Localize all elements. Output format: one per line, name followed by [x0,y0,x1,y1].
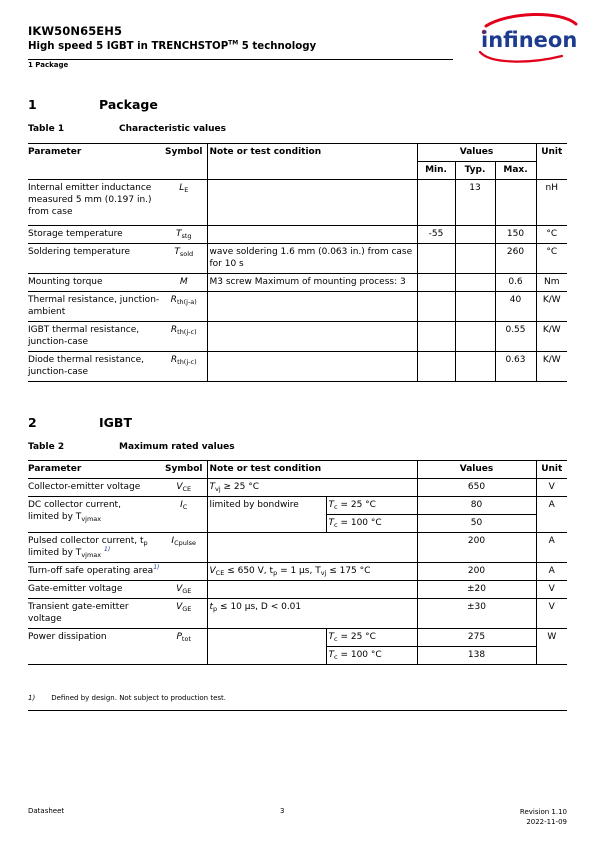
footnote-rule [28,710,567,711]
row-unit: A [536,533,567,563]
row-condition: wave soldering 1.6 mm (0.063 in.) from case for 10 s [207,244,417,274]
row-symbol: $V_{CE}$ [176,482,192,493]
row-symbol: $R_{th(j-c)}$ [170,355,197,366]
row-condition [207,629,326,665]
table-row [28,629,567,647]
table-1-label: Table 1 [28,124,65,134]
col-header-condition: Note or test condition [207,144,417,180]
col-header-symbol: Symbol [161,144,207,180]
row-max: 0.6 [495,274,536,292]
table-2-header-row [28,461,567,479]
row-symbol: $L_E$ [179,183,189,194]
row-min [417,180,455,226]
row-condition [207,226,417,244]
row-min [417,352,455,382]
section-1-number: 1 [28,97,37,112]
row-min [417,274,455,292]
row-subcondition: $T_c = 100$ °C [326,647,417,665]
table-row [28,581,567,599]
row-parameter: Collector-emitter voltage [28,482,141,492]
row-symbol: $T_{sold}$ [174,247,194,258]
table-2-label: Table 2 [28,442,65,452]
row-unit: W [536,629,567,665]
row-parameter: Storage temperature [28,229,123,239]
row-condition [207,581,417,599]
row-value: ±20 [417,581,536,599]
table-row [28,226,567,244]
row-condition [207,292,417,322]
row-parameter: Pulsed collector current, $t_p$ limited by $T_{vjmax}$ $^{1)}$ [28,536,148,559]
row-value: 650 [417,479,536,497]
table-1-header-row [28,144,567,162]
row-unit: nH [536,180,567,226]
breadcrumb: 1 Package [28,61,69,69]
row-value: ±30 [417,599,536,629]
row-unit: °C [536,226,567,244]
row-min [417,322,455,352]
row-condition: $T_{vj} \ge 25$ °C [207,479,417,497]
row-symbol: M [179,277,188,287]
row-parameter: Transient gate-emitter voltage [28,602,129,624]
row-unit: Nm [536,274,567,292]
col-header-max: Max. [495,162,536,180]
row-symbol: $V_{GE}$ [176,584,192,595]
row-parameter: Turn-off safe operating area$^{1)}$ [28,564,160,576]
logo-wordmark: infineon [481,28,578,52]
header-rule [28,59,453,60]
row-unit: K/W [536,352,567,382]
row-unit: V [536,599,567,629]
row-typ [455,244,495,274]
section-2-number: 2 [28,415,37,430]
row-parameter: Thermal resistance, junction-ambient [28,295,160,317]
row-typ [455,352,495,382]
row-max: 260 [495,244,536,274]
row-unit: V [536,479,567,497]
row-parameter: IGBT thermal resistance, junction-case [28,325,140,347]
col-header-condition: Note or test condition [207,461,417,479]
row-parameter: Diode thermal resistance, junction-case [28,355,145,377]
row-symbol [161,563,207,581]
row-typ [455,292,495,322]
row-value: 50 [417,515,536,533]
table-row [28,497,567,515]
row-typ [455,274,495,292]
footer-revision: Revision 1.10 2022-11-09 [519,808,567,826]
table-row [28,292,567,322]
row-value: 138 [417,647,536,665]
row-typ [455,226,495,244]
row-value: 80 [417,497,536,515]
row-typ: 13 [455,180,495,226]
table-2-title: Maximum rated values [119,442,235,452]
row-symbol: $R_{th(j-c)}$ [170,325,197,336]
col-header-symbol: Symbol [165,464,203,474]
table-row [28,479,567,497]
row-unit: A [536,563,567,581]
footer-page-number: 3 [280,807,285,815]
row-min [417,292,455,322]
row-value: 200 [417,563,536,581]
table-row [28,352,567,382]
row-condition: $t_p \le 10$ µs, D < 0.01 [207,599,417,629]
document-subtitle: High speed 5 IGBT in TRENCHSTOP™ 5 technology [28,39,317,52]
row-min [417,244,455,274]
row-unit: K/W [536,292,567,322]
section-2-title: IGBT [99,415,132,430]
row-subcondition: $T_c = 25$ °C [326,629,417,647]
col-header-values: Values [417,144,536,162]
table-row [28,599,567,629]
section-1-title: Package [99,97,158,112]
table-row [28,563,567,581]
footer-doc-type: Datasheet [28,807,65,815]
table-1 [28,143,567,382]
table-1-title: Characteristic values [119,124,226,134]
row-parameter: Soldering temperature [28,247,131,257]
col-header-parameter: Parameter [28,464,82,474]
row-value: 200 [417,533,536,563]
col-header-unit: Unit [536,144,567,180]
row-parameter: Internal emitter inductance measured 5 mm (0.197 in.) from case [28,183,152,217]
row-parameter: DC collector current, limited by $T_{vjmax}$ [28,497,161,533]
row-unit: K/W [536,322,567,352]
row-max: 0.63 [495,352,536,382]
table-row [28,274,567,292]
table-row [28,180,567,226]
row-parameter: Power dissipation [28,629,161,665]
col-header-typ: Typ. [455,162,495,180]
row-condition [207,180,417,226]
row-max: 40 [495,292,536,322]
row-condition [207,322,417,352]
table-2 [28,460,567,665]
row-max: 150 [495,226,536,244]
row-subcondition: $T_c = 25$ °C [326,497,417,515]
row-symbol: $P_{tot}$ [161,629,207,665]
row-parameter: Gate-emitter voltage [28,584,123,594]
part-number: IKW50N65EH5 [28,24,123,38]
row-condition: M3 screw Maximum of mounting process: 3 [207,274,417,292]
row-symbol: $T_{stg}$ [175,229,192,240]
row-max [495,180,536,226]
table-row [28,244,567,274]
row-condition [207,533,417,563]
row-unit: °C [536,244,567,274]
row-symbol: $V_{GE}$ [176,602,192,613]
row-symbol: $I_C$ [161,497,207,533]
row-max: 0.55 [495,322,536,352]
col-header-unit: Unit [536,461,567,479]
col-header-min: Min. [417,162,455,180]
row-condition: limited by bondwire [207,497,326,533]
table-row [28,533,567,563]
footnote: 1) Defined by design. Not subject to production test. [28,694,227,702]
row-condition [207,352,417,382]
row-subcondition: $T_c = 100$ °C [326,515,417,533]
row-symbol: $I_{Cpulse}$ [171,536,197,547]
row-value: 275 [417,629,536,647]
col-header-parameter: Parameter [28,144,161,180]
col-header-values: Values [417,461,536,479]
row-unit: A [536,497,567,533]
row-condition: $V_{CE} \le 650$ V, $t_p = 1$ µs, $T_{vj} \le 175$ °C [207,563,417,581]
infineon-logo [470,12,582,64]
row-unit: V [536,581,567,599]
row-min: -55 [417,226,455,244]
row-symbol: $R_{th(j-a)}$ [170,295,197,306]
row-typ [455,322,495,352]
row-parameter: Mounting torque [28,277,103,287]
table-row [28,322,567,352]
